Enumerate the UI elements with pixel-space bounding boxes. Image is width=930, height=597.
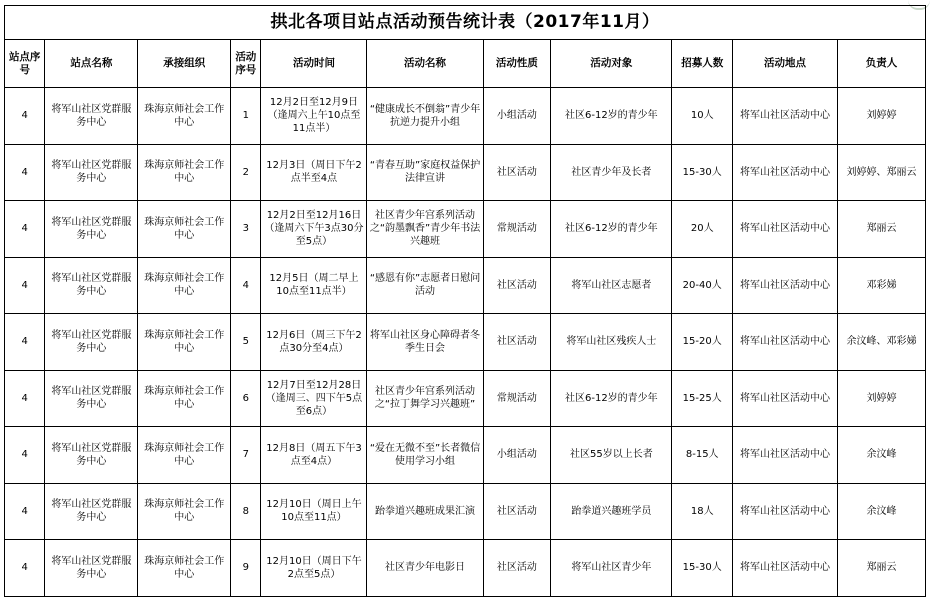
- cell-target: 将军山社区志愿者: [551, 257, 672, 314]
- cell-count: 20-40人: [672, 257, 733, 314]
- cell-org: 珠海京师社会工作中心: [138, 88, 231, 145]
- cell-target: 社区55岁以上长者: [551, 427, 672, 484]
- cell-type: 小组活动: [483, 427, 551, 484]
- header-target: 活动对象: [551, 40, 672, 88]
- cell-time: 12月2日至12月9日（逢周六上午10点至11点半）: [261, 88, 367, 145]
- cell-time: 12月10日（周日下午2点至5点）: [261, 540, 367, 597]
- cell-target: 将军山社区残疾人士: [551, 314, 672, 371]
- cell-time: 12月5日（周二早上10点至11点半）: [261, 257, 367, 314]
- cell-lead: 郑丽云: [838, 540, 926, 597]
- cell-type: 社区活动: [483, 314, 551, 371]
- cell-activity-no: 9: [231, 540, 261, 597]
- cell-org: 珠海京师社会工作中心: [138, 540, 231, 597]
- cell-activity-name: 跆拳道兴趣班成果汇演: [367, 483, 483, 540]
- cell-lead: 余汶峰: [838, 483, 926, 540]
- cell-org: 珠海京师社会工作中心: [138, 483, 231, 540]
- cell-target: 社区6-12岁的青少年: [551, 88, 672, 145]
- cell-activity-name: 社区青少年宫系列活动之“拉丁舞学习兴趣班”: [367, 370, 483, 427]
- cell-type: 社区活动: [483, 483, 551, 540]
- cell-type: 常规活动: [483, 370, 551, 427]
- table-row: [5, 314, 926, 371]
- cell-type: 社区活动: [483, 144, 551, 201]
- cell-type: 常规活动: [483, 201, 551, 258]
- cell-site-name: 将军山社区党群服务中心: [45, 88, 138, 145]
- table-title: 拱北各项目站点活动预告统计表（2017年11月）: [5, 6, 926, 40]
- cell-site-name: 将军山社区党群服务中心: [45, 427, 138, 484]
- cell-site-no: 4: [5, 370, 45, 427]
- header-type: 活动性质: [483, 40, 551, 88]
- table-body: [5, 88, 926, 597]
- cell-site-no: 4: [5, 257, 45, 314]
- header-site-no: 站点序号: [5, 40, 45, 88]
- cell-type: 社区活动: [483, 257, 551, 314]
- cell-place: 将军山社区活动中心: [733, 483, 838, 540]
- cell-count: 18人: [672, 483, 733, 540]
- cell-place: 将军山社区活动中心: [733, 370, 838, 427]
- cell-place: 将军山社区活动中心: [733, 314, 838, 371]
- cell-place: 将军山社区活动中心: [733, 427, 838, 484]
- header-place: 活动地点: [733, 40, 838, 88]
- cell-org: 珠海京师社会工作中心: [138, 257, 231, 314]
- cell-time: 12月8日（周五下午3点至4点）: [261, 427, 367, 484]
- header-lead: 负责人: [838, 40, 926, 88]
- table-row: [5, 201, 926, 258]
- cell-site-no: 4: [5, 201, 45, 258]
- cell-count: 15-30人: [672, 540, 733, 597]
- table-row: [5, 144, 926, 201]
- cell-activity-name: “健康成长不倒翁”青少年抗逆力提升小组: [367, 88, 483, 145]
- cell-place: 将军山社区活动中心: [733, 144, 838, 201]
- table-row: [5, 257, 926, 314]
- cell-place: 将军山社区活动中心: [733, 88, 838, 145]
- cell-target: 社区6-12岁的青少年: [551, 370, 672, 427]
- cell-lead: 郑丽云: [838, 201, 926, 258]
- cell-target: 社区青少年及长者: [551, 144, 672, 201]
- table-row: [5, 483, 926, 540]
- cell-activity-name: “爱在无微不至”长者微信使用学习小组: [367, 427, 483, 484]
- cell-site-name: 将军山社区党群服务中心: [45, 540, 138, 597]
- cell-site-name: 将军山社区党群服务中心: [45, 370, 138, 427]
- cell-site-name: 将军山社区党群服务中心: [45, 144, 138, 201]
- header-org: 承接组织: [138, 40, 231, 88]
- cell-activity-no: 3: [231, 201, 261, 258]
- cell-target: 跆拳道兴趣班学员: [551, 483, 672, 540]
- header-row: [5, 40, 926, 88]
- cell-type: 社区活动: [483, 540, 551, 597]
- cell-site-no: 4: [5, 540, 45, 597]
- cell-activity-no: 8: [231, 483, 261, 540]
- cell-activity-no: 5: [231, 314, 261, 371]
- cell-activity-name: 社区青少年宫系列活动之“韵墨飘香”青少年书法兴趣班: [367, 201, 483, 258]
- cell-type: 小组活动: [483, 88, 551, 145]
- table-row: [5, 88, 926, 145]
- cell-activity-name: 社区青少年电影日: [367, 540, 483, 597]
- cell-activity-no: 2: [231, 144, 261, 201]
- cell-time: 12月6日（周三下午2点30分至4点）: [261, 314, 367, 371]
- cell-site-no: 4: [5, 314, 45, 371]
- cell-org: 珠海京师社会工作中心: [138, 314, 231, 371]
- header-activity-name: 活动名称: [367, 40, 483, 88]
- table-row: [5, 370, 926, 427]
- cell-count: 15-30人: [672, 144, 733, 201]
- cell-site-no: 4: [5, 483, 45, 540]
- cell-lead: 刘婷婷: [838, 88, 926, 145]
- cell-org: 珠海京师社会工作中心: [138, 201, 231, 258]
- cell-lead: 刘婷婷: [838, 370, 926, 427]
- cell-org: 珠海京师社会工作中心: [138, 144, 231, 201]
- header-time: 活动时间: [261, 40, 367, 88]
- cell-lead: 余汶峰: [838, 427, 926, 484]
- cell-place: 将军山社区活动中心: [733, 540, 838, 597]
- table-row: [5, 540, 926, 597]
- cell-site-name: 将军山社区党群服务中心: [45, 201, 138, 258]
- cell-org: 珠海京师社会工作中心: [138, 427, 231, 484]
- cell-activity-name: “感恩有你”志愿者日慰问活动: [367, 257, 483, 314]
- cell-place: 将军山社区活动中心: [733, 257, 838, 314]
- cell-site-name: 将军山社区党群服务中心: [45, 483, 138, 540]
- cell-org: 珠海京师社会工作中心: [138, 370, 231, 427]
- cell-lead: 邓彩娣: [838, 257, 926, 314]
- cell-activity-no: 1: [231, 88, 261, 145]
- cell-activity-no: 4: [231, 257, 261, 314]
- cell-target: 将军山社区青少年: [551, 540, 672, 597]
- cell-site-name: 将军山社区党群服务中心: [45, 257, 138, 314]
- header-count: 招募人数: [672, 40, 733, 88]
- cell-count: 15-25人: [672, 370, 733, 427]
- schedule-sheet: [4, 5, 926, 597]
- cell-count: 10人: [672, 88, 733, 145]
- cell-count: 20人: [672, 201, 733, 258]
- cell-time: 12月3日（周日下午2点半至4点: [261, 144, 367, 201]
- cell-time: 12月7日至12月28日（逢周三、四下午5点至6点）: [261, 370, 367, 427]
- cell-site-name: 将军山社区党群服务中心: [45, 314, 138, 371]
- cell-site-no: 4: [5, 144, 45, 201]
- cell-time: 12月10日（周日上午10点至11点）: [261, 483, 367, 540]
- cell-lead: 余汶峰、邓彩娣: [838, 314, 926, 371]
- cell-activity-name: “青春互助”家庭权益保护法律宣讲: [367, 144, 483, 201]
- cell-site-no: 4: [5, 88, 45, 145]
- header-activity-no: 活动序号: [231, 40, 261, 88]
- cell-target: 社区6-12岁的青少年: [551, 201, 672, 258]
- cell-time: 12月2日至12月16日（逢周六下午3点30分至5点）: [261, 201, 367, 258]
- cell-lead: 刘婷婷、郑丽云: [838, 144, 926, 201]
- header-site-name: 站点名称: [45, 40, 138, 88]
- cell-activity-no: 7: [231, 427, 261, 484]
- cell-place: 将军山社区活动中心: [733, 201, 838, 258]
- cell-count: 8-15人: [672, 427, 733, 484]
- cell-count: 15-20人: [672, 314, 733, 371]
- cell-activity-no: 6: [231, 370, 261, 427]
- cell-site-no: 4: [5, 427, 45, 484]
- activity-table: [4, 5, 926, 597]
- cell-activity-name: 将军山社区身心障碍者冬季生日会: [367, 314, 483, 371]
- table-row: [5, 427, 926, 484]
